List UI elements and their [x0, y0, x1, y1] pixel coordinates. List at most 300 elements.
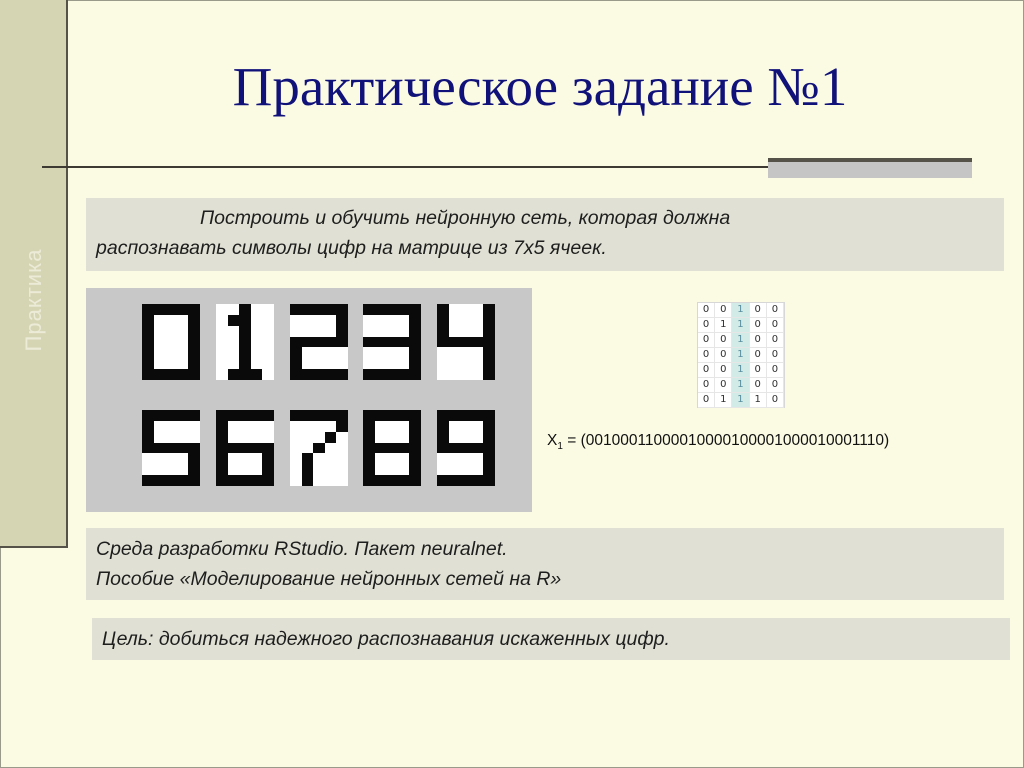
digit-cell [216, 304, 228, 315]
digit-cell [262, 315, 274, 326]
digit-cell [398, 432, 410, 443]
digit-cell [302, 421, 314, 432]
digit-cell [302, 304, 314, 315]
digit-cell [188, 337, 200, 348]
digit-cell [363, 421, 375, 432]
digit-cell [460, 464, 472, 475]
digit-cell [216, 410, 228, 421]
digit-cell [398, 337, 410, 348]
digit-cell [449, 421, 461, 432]
matrix-cell: 0 [767, 333, 784, 348]
digit-cell [239, 421, 251, 432]
vector-name: X [547, 432, 558, 449]
matrix-cell: 0 [750, 363, 767, 378]
digit-cell [154, 358, 166, 369]
digit-cell [262, 326, 274, 337]
matrix-cell: 0 [767, 393, 784, 408]
matrix-cell: 0 [698, 348, 715, 363]
digit-cell [165, 304, 177, 315]
digit-cell [483, 315, 495, 326]
digit-cell [409, 358, 421, 369]
digit-cell [409, 315, 421, 326]
digit-cell [154, 432, 166, 443]
digit-cell [313, 315, 325, 326]
digit-cell [302, 464, 314, 475]
digit-cell [336, 369, 348, 380]
digit-cell [188, 443, 200, 454]
digit-cell [154, 326, 166, 337]
digit-cell [165, 464, 177, 475]
digit-cell [251, 315, 263, 326]
digit-cell [437, 421, 449, 432]
digit-cell [290, 410, 302, 421]
digit-cell [313, 347, 325, 358]
digit-cell [154, 347, 166, 358]
digit-cell [188, 315, 200, 326]
digit-cell [165, 358, 177, 369]
digit-cell [336, 443, 348, 454]
digit-cell [386, 421, 398, 432]
digit-cell [325, 304, 337, 315]
digit-cell [188, 453, 200, 464]
digit-cell [363, 432, 375, 443]
digit-cell [437, 358, 449, 369]
digit-cell [386, 358, 398, 369]
digit-cell [449, 337, 461, 348]
digit-cell [262, 347, 274, 358]
digit-cell [398, 347, 410, 358]
digit-glyph-6 [216, 410, 274, 486]
digit-cell [375, 443, 387, 454]
digit-cell [262, 421, 274, 432]
digit-cell [177, 347, 189, 358]
digit-glyph-0 [142, 304, 200, 380]
digit-cell [398, 475, 410, 486]
digit-cell [165, 453, 177, 464]
digit-cell [216, 337, 228, 348]
matrix-cell: 1 [732, 393, 749, 408]
digit-cell [165, 475, 177, 486]
digit-cell [483, 453, 495, 464]
digit-cell [472, 421, 484, 432]
digit-cell [449, 443, 461, 454]
digit-cell [460, 410, 472, 421]
digit-cell [228, 410, 240, 421]
digit-cell [386, 369, 398, 380]
digit-cell [409, 432, 421, 443]
digit-cell [290, 358, 302, 369]
digit-cell [142, 421, 154, 432]
digit-cell [375, 421, 387, 432]
digit-cell [228, 337, 240, 348]
digit-cell [142, 443, 154, 454]
matrix-cell: 0 [767, 318, 784, 333]
digit-cell [177, 443, 189, 454]
digit-cell [313, 326, 325, 337]
digit-cell [336, 304, 348, 315]
digit-cell [216, 443, 228, 454]
digit-cell [363, 369, 375, 380]
digit-cell [142, 464, 154, 475]
digit-cell [228, 315, 240, 326]
digit-cell [142, 475, 154, 486]
matrix-cell: 0 [715, 333, 732, 348]
digit-cell [325, 369, 337, 380]
digit-cell [154, 475, 166, 486]
matrix-cell: 0 [767, 378, 784, 393]
digit-cell [239, 337, 251, 348]
digit-cell [363, 304, 375, 315]
matrix-cell: 1 [732, 378, 749, 393]
digit-glyph-1 [216, 304, 274, 380]
digit-cell [142, 358, 154, 369]
digit-glyph-8 [363, 410, 421, 486]
digit-cell [188, 421, 200, 432]
goal-box [92, 618, 1010, 660]
digit-cell [449, 369, 461, 380]
digit-cell [460, 304, 472, 315]
digit-cell [472, 326, 484, 337]
environment-line-1: Среда разработки RStudio. Пакет neuralnet. [96, 538, 508, 560]
digit-cell [386, 326, 398, 337]
matrix-cell: 0 [698, 378, 715, 393]
digit-cell [325, 453, 337, 464]
digit-cell [472, 358, 484, 369]
digit-cell [437, 315, 449, 326]
digit-cell [177, 315, 189, 326]
section-label: Практика [21, 248, 46, 352]
digit-cell [409, 410, 421, 421]
digit-cell [472, 315, 484, 326]
digit-cell [177, 358, 189, 369]
matrix-cell: 0 [750, 318, 767, 333]
digit-cell [216, 358, 228, 369]
digit-cell [375, 358, 387, 369]
digit-cell [449, 464, 461, 475]
digit-cell [386, 410, 398, 421]
digit-cell [228, 421, 240, 432]
digit-cell [313, 443, 325, 454]
matrix-cell: 1 [732, 333, 749, 348]
digit-cell [313, 475, 325, 486]
digit-cell [437, 410, 449, 421]
digit-cell [188, 432, 200, 443]
matrix-cell: 1 [715, 393, 732, 408]
digit-cell [188, 358, 200, 369]
digit-cell [251, 347, 263, 358]
digit-cell [177, 410, 189, 421]
matrix-cell: 1 [715, 318, 732, 333]
digit-cell [449, 304, 461, 315]
digit-cell [216, 326, 228, 337]
digit-cell [154, 421, 166, 432]
digit-cell [239, 304, 251, 315]
digit-cell [228, 304, 240, 315]
digit-cell [460, 326, 472, 337]
digit-cell [409, 304, 421, 315]
digit-cell [409, 326, 421, 337]
digit-cell [177, 464, 189, 475]
digit-cell [290, 421, 302, 432]
digit-cell [483, 410, 495, 421]
digit-cell [239, 475, 251, 486]
matrix-cell: 0 [715, 378, 732, 393]
digit-cell [188, 347, 200, 358]
digit-cell [472, 475, 484, 486]
digit-cell [228, 453, 240, 464]
digit-cell [228, 358, 240, 369]
digit-cell [325, 326, 337, 337]
digit-cell [262, 443, 274, 454]
digit-cell [290, 475, 302, 486]
digit-cell [188, 369, 200, 380]
digit-cell [262, 337, 274, 348]
digit-cell [290, 453, 302, 464]
digit-cell [251, 421, 263, 432]
matrix-cell: 1 [732, 318, 749, 333]
digit-cell [165, 315, 177, 326]
digit-cell [142, 315, 154, 326]
digit-cell [251, 443, 263, 454]
digit-cell [483, 337, 495, 348]
matrix-cell: 0 [698, 333, 715, 348]
digit-cell [336, 464, 348, 475]
digit-glyph-7 [290, 410, 348, 486]
digit-cell [386, 432, 398, 443]
matrix-cell: 0 [767, 348, 784, 363]
digit-cell [437, 475, 449, 486]
digit-cell [251, 369, 263, 380]
digit-cell [472, 432, 484, 443]
digit-cell [336, 453, 348, 464]
matrix-cell: 0 [715, 348, 732, 363]
digit-cell [290, 315, 302, 326]
digit-cell [483, 347, 495, 358]
digit-cell [188, 464, 200, 475]
vector-value: = (00100011000010000100001000010001110) [562, 432, 890, 449]
digit-cell [449, 347, 461, 358]
digit-cell [262, 369, 274, 380]
digit-cell [154, 443, 166, 454]
digit-cell [437, 443, 449, 454]
digit-cell [142, 369, 154, 380]
digit-cell [375, 304, 387, 315]
digit-cell [239, 315, 251, 326]
digit-cell [251, 432, 263, 443]
task-box [86, 198, 1004, 271]
digit-cell [409, 475, 421, 486]
digit-cell [409, 464, 421, 475]
digit-glyph-2 [290, 304, 348, 380]
digit-cell [386, 453, 398, 464]
digit-cell [363, 337, 375, 348]
digit-cell [142, 432, 154, 443]
digit-glyph-9 [437, 410, 495, 486]
digit-cell [228, 443, 240, 454]
digit-cell [177, 337, 189, 348]
digit-cell [262, 475, 274, 486]
digit-cell [460, 421, 472, 432]
digit-cell [398, 443, 410, 454]
digit-cell [398, 326, 410, 337]
digit-cell [290, 326, 302, 337]
digit-cell [313, 358, 325, 369]
digit-glyphs-panel [86, 288, 532, 512]
digit-glyph-5 [142, 410, 200, 486]
digit-cell [228, 475, 240, 486]
digit-cell [325, 358, 337, 369]
digit-cell [302, 432, 314, 443]
digit-cell [239, 410, 251, 421]
task-line-2: распознавать символы цифр на матрице из 7х5 ячеек. [96, 237, 607, 259]
digit-glyph-3 [363, 304, 421, 380]
digit-cell [336, 421, 348, 432]
digit-cell [449, 453, 461, 464]
digit-cell [302, 337, 314, 348]
digit-cell [302, 315, 314, 326]
digit-cell [302, 475, 314, 486]
digit-cell [228, 326, 240, 337]
digit-glyph-4 [437, 304, 495, 380]
digit-cell [177, 421, 189, 432]
digit-cell [188, 475, 200, 486]
digit-cell [262, 304, 274, 315]
task-line-1: Построить и обучить нейронную сеть, которая должна [200, 207, 731, 229]
digit-cell [449, 432, 461, 443]
digit-cell [460, 432, 472, 443]
digit-cell [325, 432, 337, 443]
digit-cell [460, 337, 472, 348]
digit-cell [154, 315, 166, 326]
digit-cell [375, 315, 387, 326]
digit-cell [386, 315, 398, 326]
matrix-cell: 1 [732, 363, 749, 378]
digit-cell [251, 464, 263, 475]
digit-cell [398, 358, 410, 369]
digit-cell [262, 410, 274, 421]
matrix-cell: 0 [698, 393, 715, 408]
matrix-cell: 0 [767, 363, 784, 378]
digit-cell [375, 432, 387, 443]
vector-subscript: 1 [557, 441, 563, 453]
digit-cell [386, 337, 398, 348]
digit-cell [336, 358, 348, 369]
digit-cell [262, 432, 274, 443]
digit-cell [142, 410, 154, 421]
digit-cell [472, 347, 484, 358]
digit-cell [437, 453, 449, 464]
digit-cell [239, 464, 251, 475]
digit-cell [449, 326, 461, 337]
digit-cell [386, 475, 398, 486]
digit-cell [409, 421, 421, 432]
digit-cell [336, 347, 348, 358]
matrix-cell: 0 [750, 378, 767, 393]
digit-cell [363, 453, 375, 464]
digit-cell [375, 453, 387, 464]
digit-cell [472, 443, 484, 454]
digit-cell [325, 347, 337, 358]
digit-cell [386, 347, 398, 358]
environment-line-2: Пособие «Моделирование нейронных сетей на R» [96, 568, 562, 590]
digit-cell [228, 347, 240, 358]
digit-cell [437, 369, 449, 380]
digit-cell [239, 347, 251, 358]
digit-cell [460, 475, 472, 486]
matrix-cell: 0 [750, 303, 767, 318]
digit-cell [142, 453, 154, 464]
matrix-cell: 1 [750, 393, 767, 408]
digit-cell [216, 315, 228, 326]
digit-cell [177, 432, 189, 443]
digit-cell [460, 453, 472, 464]
digit-cell [313, 337, 325, 348]
digit-cell [302, 443, 314, 454]
matrix-cell: 0 [750, 333, 767, 348]
digit-cell [398, 410, 410, 421]
digit-cell [216, 464, 228, 475]
digit-cell [239, 358, 251, 369]
digit-cell [483, 443, 495, 454]
digit-cell [437, 337, 449, 348]
digit-cell [290, 337, 302, 348]
digit-cell [460, 369, 472, 380]
digit-cell [363, 410, 375, 421]
digit-cell [386, 304, 398, 315]
digit-cell [363, 315, 375, 326]
digit-cell [251, 358, 263, 369]
digit-cell [302, 369, 314, 380]
digit-cell [251, 453, 263, 464]
digit-cell [165, 347, 177, 358]
digit-cell [251, 475, 263, 486]
digit-cell [449, 358, 461, 369]
digit-cell [336, 315, 348, 326]
digit-cell [398, 421, 410, 432]
digit-cell [375, 326, 387, 337]
digit-cell [290, 304, 302, 315]
title-divider-accent [768, 158, 972, 178]
digit-cell [375, 410, 387, 421]
digit-cell [386, 443, 398, 454]
matrix-cell: 1 [732, 348, 749, 363]
digit-cell [437, 432, 449, 443]
digit-cell [302, 453, 314, 464]
digit-cell [398, 369, 410, 380]
digit-cell [177, 475, 189, 486]
digit-cell [313, 432, 325, 443]
digit-cell [313, 453, 325, 464]
digit-cell [262, 464, 274, 475]
digit-cell [398, 315, 410, 326]
digit-cell [165, 337, 177, 348]
digit-cell [449, 315, 461, 326]
digit-cell [154, 453, 166, 464]
matrix-cell: 0 [750, 348, 767, 363]
digit-cell [363, 347, 375, 358]
digit-cell [216, 475, 228, 486]
digit-cell [290, 369, 302, 380]
digit-cell [483, 358, 495, 369]
digit-cell [302, 347, 314, 358]
digit-cell [313, 304, 325, 315]
digit-cell [154, 304, 166, 315]
matrix-example [697, 302, 785, 408]
digit-cell [313, 410, 325, 421]
digit-cell [251, 326, 263, 337]
digit-cell [302, 358, 314, 369]
digit-cell [336, 337, 348, 348]
